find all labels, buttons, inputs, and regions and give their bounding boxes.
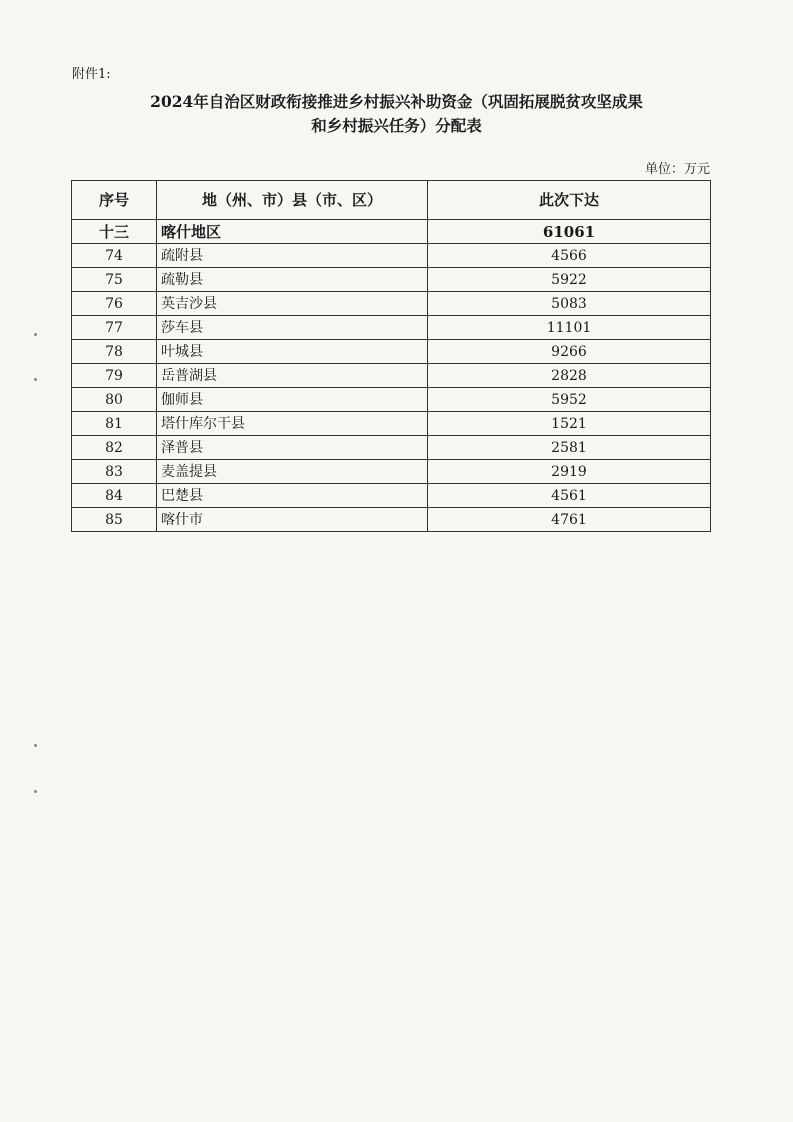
header-region: 地（州、市）县（市、区）	[157, 181, 428, 220]
table-row	[72, 364, 711, 388]
row-index: 83	[72, 460, 157, 484]
table-row	[72, 244, 711, 268]
row-index: 77	[72, 316, 157, 340]
unit-label: 单位：万元	[644, 162, 710, 177]
row-index: 81	[72, 412, 157, 436]
row-region: 塔什库尔干县	[157, 412, 428, 436]
row-region: 伽师县	[157, 388, 428, 412]
row-region: 疏附县	[157, 244, 428, 268]
row-region: 莎车县	[157, 316, 428, 340]
table-row	[72, 436, 711, 460]
attachment-label: 附件1:	[72, 67, 111, 82]
title-line-1: 2024年自治区财政衔接推进乡村振兴补助资金（巩固拓展脱贫攻坚成果	[150, 92, 643, 111]
subtotal-region: 喀什地区	[157, 220, 428, 244]
document-title	[60, 90, 733, 138]
table-row	[72, 508, 711, 532]
row-index: 79	[72, 364, 157, 388]
row-amount: 4561	[428, 484, 711, 508]
row-index: 74	[72, 244, 157, 268]
row-region: 巴楚县	[157, 484, 428, 508]
row-amount: 4566	[428, 244, 711, 268]
table-header-row	[72, 181, 711, 220]
row-amount: 11101	[428, 316, 711, 340]
row-amount: 5922	[428, 268, 711, 292]
row-index: 85	[72, 508, 157, 532]
row-region: 泽普县	[157, 436, 428, 460]
row-amount: 9266	[428, 340, 711, 364]
table-row	[72, 388, 711, 412]
header-amount: 此次下达	[428, 181, 711, 220]
row-amount: 2581	[428, 436, 711, 460]
row-region: 岳普湖县	[157, 364, 428, 388]
row-amount: 4761	[428, 508, 711, 532]
row-region: 喀什市	[157, 508, 428, 532]
row-region: 麦盖提县	[157, 460, 428, 484]
row-region: 叶城县	[157, 340, 428, 364]
scan-speck	[34, 744, 37, 747]
table-row	[72, 412, 711, 436]
row-amount: 2828	[428, 364, 711, 388]
row-index: 82	[72, 436, 157, 460]
scan-speck	[34, 378, 37, 381]
table-row	[72, 316, 711, 340]
row-index: 84	[72, 484, 157, 508]
row-amount: 5083	[428, 292, 711, 316]
row-index: 78	[72, 340, 157, 364]
scan-speck	[34, 790, 37, 793]
allocation-table	[71, 180, 711, 532]
row-region: 英吉沙县	[157, 292, 428, 316]
title-line-2: 和乡村振兴任务）分配表	[311, 116, 482, 135]
scan-speck	[34, 333, 37, 336]
subtotal-index: 十三	[72, 220, 157, 244]
table-row	[72, 484, 711, 508]
row-index: 80	[72, 388, 157, 412]
row-index: 76	[72, 292, 157, 316]
subtotal-row	[72, 220, 711, 244]
table-row	[72, 340, 711, 364]
table-row	[72, 292, 711, 316]
row-index: 75	[72, 268, 157, 292]
row-amount: 1521	[428, 412, 711, 436]
table-row	[72, 460, 711, 484]
row-region: 疏勒县	[157, 268, 428, 292]
header-index: 序号	[72, 181, 157, 220]
table-row	[72, 268, 711, 292]
row-amount: 2919	[428, 460, 711, 484]
row-amount: 5952	[428, 388, 711, 412]
subtotal-amount: 61061	[428, 220, 711, 244]
